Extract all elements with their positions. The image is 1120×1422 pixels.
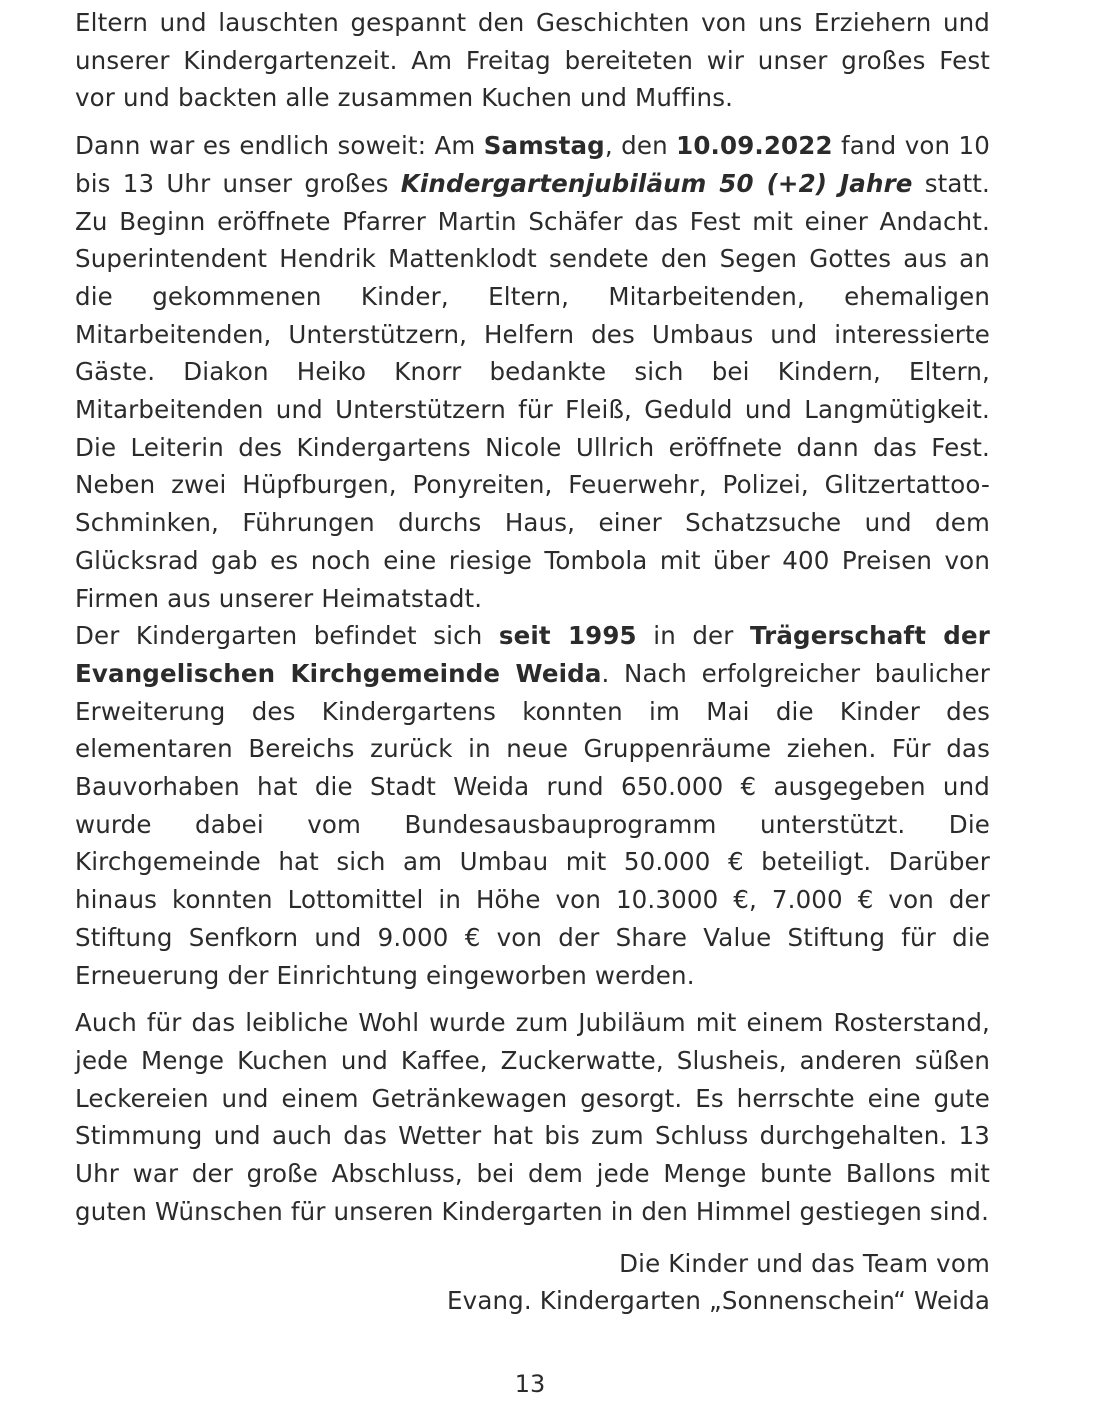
paragraph-funding — [75, 617, 990, 994]
paragraph-celebration — [75, 127, 990, 617]
document-page — [75, 4, 990, 1320]
emphasized-text: Samstag — [483, 131, 605, 161]
emphasized-text: Trägerschaft der Evangelischen Kirchgemeinde Weida — [75, 621, 990, 688]
signature-line-kindergarten: Evang. Kindergarten „Sonnenschein“ Weida — [447, 1286, 990, 1316]
signature-line-team: Die Kinder und das Team vom — [619, 1248, 990, 1278]
paragraph-catering — [75, 1004, 990, 1230]
text-run: . Nach erfolgreicher baulicher Erweiterung des Kindergartens konnten im Mai die Kinder des elementaren Bereichs zurück in neue Gruppenräume ziehen. Für das Bauvorhaben hat die Stadt Weida rund 650.000 € ausgegeben und wurde dabei vom Bundesausbauprogramm unterstützt. Die Kirchgemeinde hat sich am Umbau mit 50.000 € beteiligt. Darüber hinaus konnten Lottomittel in Höhe von 10.3000 €, 7.000 € von der Stiftung Senfkorn und 9.000 € von der Share Value Stiftung für die Erneuerung der Einrichtung eingeworben werden. — [75, 658, 990, 990]
text-run: , den — [604, 131, 677, 161]
paragraph-preparation — [75, 4, 990, 117]
emphasized-text: 10.09.2022 — [676, 131, 833, 161]
text-run: in der — [636, 621, 750, 651]
text-run: Der Kindergarten befindet sich — [75, 621, 499, 651]
text-run: Auch für das leibliche Wohl wurde zum Jubiläum mit einem Rosterstand, jede Menge Kuchen und Kaffee, Zuckerwatte, Slusheis, anderen süßen Leckereien und einem Getränkewagen gesorgt. Es herrschte eine gute Stimmung und auch das Wetter hat bis zum Schluss durchgehalten. 13 Uhr war der große Abschluss, bei dem jede Menge bunte Ballons mit guten Wünschen für unseren Kindergarten in den Himmel gestiegen sind. — [75, 1008, 990, 1226]
text-run: fand von 10 bis 13 Uhr unser großes — [75, 131, 991, 198]
emphasized-text: Kindergartenjubiläum 50 (+2) Jahre — [400, 168, 913, 198]
text-run: Dann war es endlich soweit: Am — [75, 131, 484, 161]
signature — [75, 1245, 990, 1320]
text-run: statt. Zu Beginn eröffnete Pfarrer Martin Schäfer das Fest mit einer Andacht. Superintendent Hendrik Mattenklodt sendete den Segen Gottes aus an die gekommenen Kinder, Eltern, Mitarbeitenden, ehemaligen Mitarbeitenden, Unterstützern, Helfern des Umbaus und interessierte Gäste. Diakon Heiko Knorr bedankte sich bei Kindern, Eltern, Mitarbeitenden und Unterstützern für Fleiß, Geduld und Langmütigkeit. Die Leiterin des Kindergartens Nicole Ullrich eröffnete dann das Fest. Neben zwei Hüpfburgen, Ponyreiten, Feuerwehr, Polizei, Glitzertattoo-Schminken, Führungen durchs Haus, einer Schatzsuche und dem Glücksrad gab es noch eine riesige Tombola mit über 400 Preisen von Firmen aus unserer Heimatstadt. — [75, 168, 990, 613]
emphasized-text: seit 1995 — [498, 621, 637, 651]
page-number: 13 — [514, 1370, 546, 1398]
text-run: Eltern und lauschten gespannt den Geschichten von uns Erziehern und unserer Kindergartenzeit. Am Freitag bereiteten wir unser großes Fest vor und backten alle zusammen Kuchen und Muffins. — [75, 8, 990, 113]
